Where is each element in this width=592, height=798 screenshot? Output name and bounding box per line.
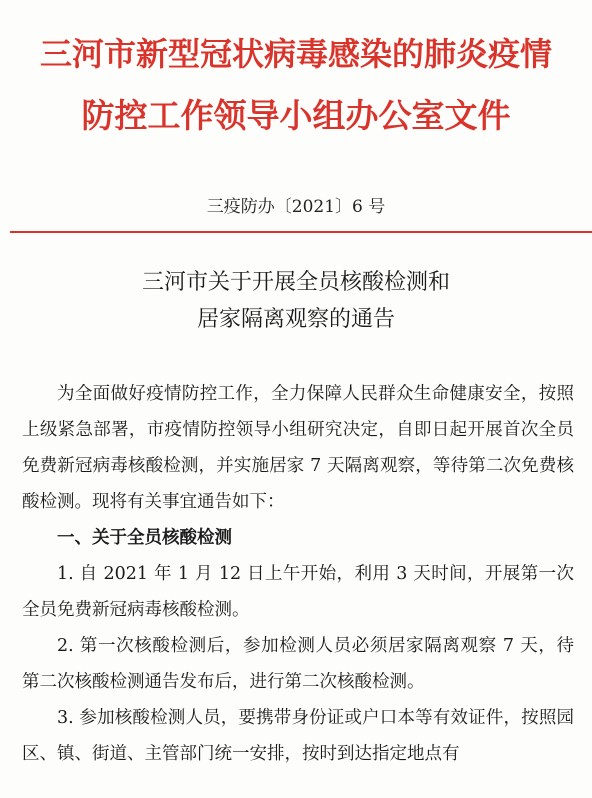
header-line-2: 防控工作领导小组办公室文件 bbox=[81, 96, 511, 135]
section-heading-testing: 一、关于全员核酸检测 bbox=[57, 528, 232, 548]
header-line-1: 三河市新型冠状病毒感染的肺炎疫情 bbox=[39, 35, 552, 73]
intro-paragraph: 为全面做好疫情防控工作，全力保障人民群众生命健康安全，按照上级紧急部署，市疫情防控领导小组研究决定，自即日起开展首次全员免费新冠病毒核酸检测，并实施居家 7 天隔离观察，等待第二次免费核酸检测。现将有关事宜通告如下： bbox=[22, 384, 574, 512]
document-number: 三疫防办〔2021〕6 号 bbox=[206, 197, 386, 217]
notice-title-line-1: 三河市关于开展全员核酸检测和 bbox=[141, 270, 450, 295]
item-1-paragraph: 1. 自 2021 年 1 月 12 日上午开始，利用 3 天时间，开展第一次全员免费新冠病毒核酸检测。 bbox=[22, 564, 574, 620]
red-divider-rule bbox=[10, 231, 592, 233]
item-3-paragraph: 3. 参加核酸检测人员，要携带身份证或户口本等有效证件，按照园区、镇、街道、主管部门统一安排，按时到达指定地点有 bbox=[22, 708, 574, 764]
notice-title-line-2: 居家隔离观察的通告 bbox=[196, 307, 395, 332]
notice-title bbox=[0, 266, 592, 337]
item-2-paragraph: 2. 第一次核酸检测后，参加检测人员必须居家隔离观察 7 天，待第二次核酸检测通告发布后，进行第二次核酸检测。 bbox=[22, 636, 574, 692]
issuing-authority-header bbox=[0, 34, 592, 136]
notice-body bbox=[22, 376, 574, 772]
